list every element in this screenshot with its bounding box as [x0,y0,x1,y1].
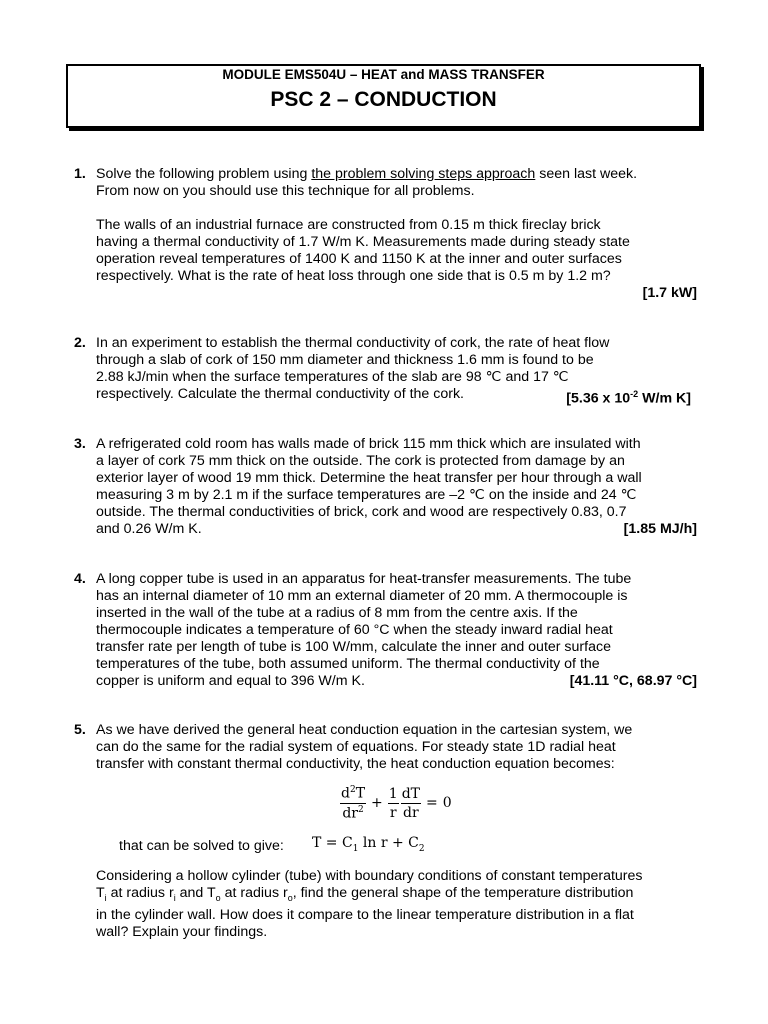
problem-last-row [96,386,697,408]
problem-line: As we have derived the general heat conduction equation in the cartesian system, we [96,722,633,738]
page-title: PSC 2 – CONDUCTION [270,88,497,111]
problem-line: In an experiment to establish the thermal conductivity of cork, the rate of heat flow [96,335,610,351]
problem-line: respectively. What is the rate of heat loss through one side that is 0.5 m by 1.2 m? [96,268,611,284]
plus-sign: + [371,795,383,812]
problem-answer: [1.7 kW] [642,285,697,301]
problem-line: having a thermal conductivity of 1.7 W/m K. Measurements made during steady state [96,234,630,250]
problem-3 [74,436,697,538]
equals-sign: = [426,795,438,812]
problem-number: 5. [74,722,86,738]
problem-line: measuring 3 m by 2.1 m if the surface temperatures are –2 ℃ on the inside and 24 ℃ [96,487,637,503]
problem-number: 3. [74,436,86,452]
problem-last-row [96,673,697,690]
problem-line: operation reveal temperatures of 1400 K and 1150 K at the inner and outer surfaces [96,251,622,267]
problem-answer: [41.11 °C, 68.97 °C] [569,673,697,689]
problem-line: and 0.26 W/m K. [96,521,202,537]
answer-base: [5.36 x 10 [566,390,631,407]
problem-number: 2. [74,335,86,351]
problem-line: wall? Explain your findings. [96,923,268,940]
problem-line: inserted in the wall of the tube at a radius of 8 mm from the centre axis. If the [96,605,578,621]
solved-to-give-text: that can be solved to give: [119,838,284,854]
problem-line: temperatures of the tube, both assumed uniform. The thermal conductivity of the [96,656,600,672]
problem-5-closing [74,868,697,941]
problem-line: copper is uniform and equal to 396 W/m K. [96,673,365,689]
problem-line: Considering a hollow cylinder (tube) with boundary conditions of constant temperatures [96,868,643,884]
problem-line: in the cylinder wall. How does it compare to the linear temperature distribution in a flat [96,906,634,923]
problem-number: 4. [74,571,86,587]
problem-line: 2.88 kJ/min when the surface temperatures of the slab are 98 ℃ and 17 ℃ [96,369,569,385]
intro-underlined-text: the problem solving steps approach [311,166,536,182]
problem-answer [566,386,691,408]
intro-text: Solve the following problem using [96,166,312,182]
problem-number: 1. [74,166,86,182]
equation-rhs: 0 [442,795,452,812]
problem-answer: [1.85 MJ/h] [623,521,697,537]
problem-line: The walls of an industrial furnace are constructed from 0.15 m thick fireclay brick [96,217,601,233]
problem-line: A refrigerated cold room has walls made of brick 115 mm thick which are insulated with [96,436,641,452]
problem-4 [74,571,697,690]
heat-conduction-equation [340,785,452,821]
second-derivative-fraction: $\frac{d^2T}{dr^2}$ [341,785,366,822]
answer-unit: W/m K] [638,390,691,407]
problem-line: A long copper tube is used in an apparatus for heat-transfer measurements. The tube [96,571,632,587]
problem-line: transfer with constant thermal conductivity, the heat conduction equation becomes: [96,756,615,772]
intro-text-end: seen last week. [535,166,638,182]
problem-last-row [96,521,697,538]
problem-1-intro-line2: From now on you should use this technique for all problems. [96,183,475,199]
problem-line: a layer of cork 75 mm thick on the outside. The cork is protected from damage by an [96,453,625,469]
first-derivative-fraction: $\frac{dT}{dr}$ [401,785,421,821]
problem-5 [74,722,697,773]
problem-line: outside. The thermal conductivities of brick, cork and wood are respectively 0.83, 0.7 [96,504,627,520]
problem-1-intro [96,166,697,183]
module-title: MODULE EMS504U – HEAT and MASS TRANSFER [222,67,545,82]
problem-line: exterior layer of wood 19 mm thick. Determine the heat transfer per hour through a wall [96,470,642,486]
problem-line: can do the same for the radial system of equations. For steady state 1D radial heat [96,739,616,755]
problem-line: through a slab of cork of 150 mm diameter and thickness 1.6 mm is found to be [96,352,594,368]
problem-1 [74,166,697,302]
problem-line: thermocouple indicates a temperature of 60 °C when the steady inward radial heat [96,622,613,638]
problem-line: has an internal diameter of 10 mm an external diameter of 20 mm. A thermocouple is [96,588,628,604]
answer-exponent: -2 [630,389,639,399]
problem-line: transfer rate per length of tube is 100 W/mm, calculate the inner and outer surface [96,639,611,655]
temperature-solution-equation: $T = C_1$ $\ln r + C_2$ [312,835,425,854]
problem-line: respectively. Calculate the thermal conductivity of the cork. [96,386,464,402]
header-box [66,64,701,128]
one-over-r-fraction: $\frac{1}{r}$ [388,785,398,821]
problem-line-boundary: $T_i$ at radius $r_i$ and $T_o$ at radius $r_o$, find the general shape of the temperature distribution [96,885,634,903]
problem-2 [74,335,697,408]
